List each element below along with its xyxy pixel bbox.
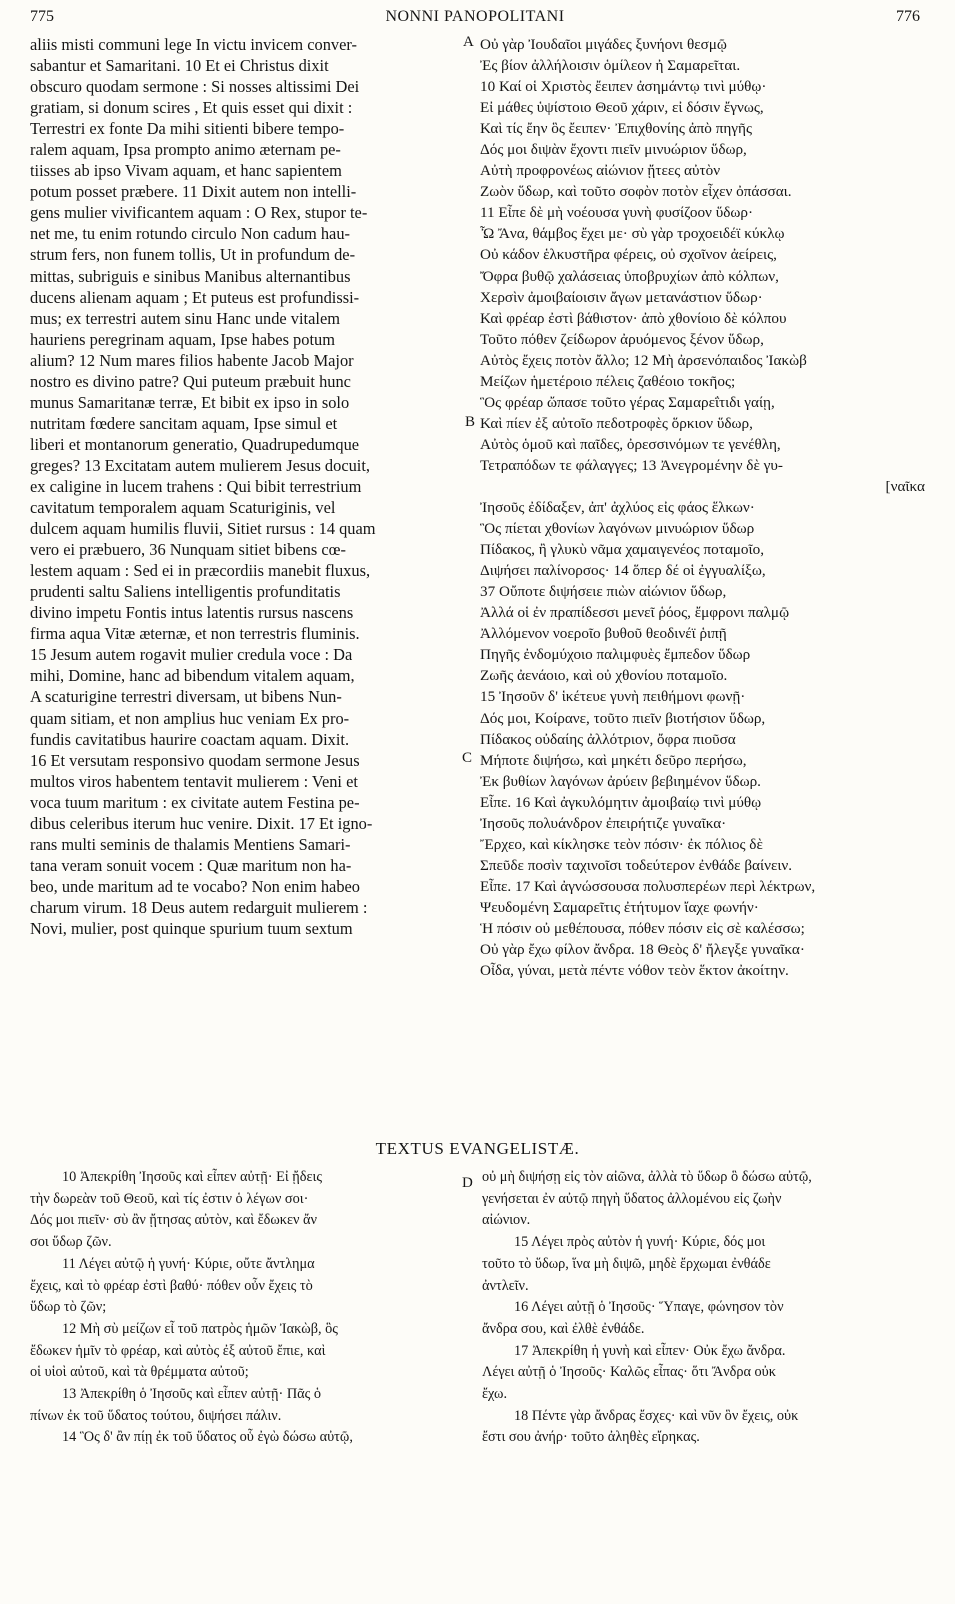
gospel-line: τὴν δωρεὰν τοῦ Θεοῦ, καὶ τίς ἐστιν ὁ λέγων σοι· [30, 1190, 309, 1207]
greek-line: Δός μοι, Κοίρανε, τοῦτο πιεῖν βιοτήσιον ὕδωρ, [480, 709, 766, 727]
latin-line: Terrestri ex fonte Da mihi sitienti bibere tempo- [30, 119, 345, 139]
gospel-line: 11 Λέγει αὐτῷ ἡ γυνή· Κύριε, οὔτε ἄντλημα [62, 1255, 315, 1272]
greek-line: Ζωῆς ἀενάοιο, καὶ οὐ χθονίου ποταμοῖο. [480, 667, 728, 685]
gospel-line: 12 Μὴ σὺ μείζων εἶ τοῦ πατρὸς ἡμῶν Ἰακὼβ, ὃς [62, 1320, 338, 1337]
latin-line: 16 Et versutam responsivo quodam sermone Jesus [30, 750, 360, 770]
gospel-line: 16 Λέγει αὐτῇ ὁ Ἰησοῦς· Ὕπαγε, φώνησον τὸν [514, 1299, 784, 1316]
greek-line: Πίδακος οὐδαίης ἀλλότριον, ὄφρα πιοῦσα [480, 730, 736, 748]
greek-line: [ναῖκα [885, 477, 925, 495]
gospel-line: ἔστι σου ἀνήρ· τοῦτο ἀληθὲς εἴρηκας. [482, 1429, 700, 1446]
latin-line: prudenti saltu Saliens intelligentis profunditatis [30, 582, 341, 602]
greek-line: Οὐ κάδον ἑλκυστῆρα φέρεις, οὐ σχοῖνον ἀείρεις, [480, 246, 777, 264]
latin-line: firma aqua Vitæ æternæ, et non terrestris fluminis. [30, 624, 360, 644]
latin-line: vero ei præbuero, 36 Nunquam sitiet bibens cœ- [30, 540, 346, 560]
gospel-line: 14 Ὃς δ' ἂν πίῃ ἐκ τοῦ ὕδατος οὗ ἐγὼ δώσω αὐτῷ, [62, 1429, 353, 1446]
latin-line: strum fers, non funem tollis, Ut in profundum de- [30, 245, 356, 265]
greek-line: Ἐς βίον ἀλλήλοισιν ὁμίλεον ἠ Σαμαρεῖται. [480, 57, 741, 75]
gospel-line: 13 Ἀπεκρίθη ὁ Ἰησοῦς καὶ εἶπεν αὐτῇ· Πᾶς ὁ [62, 1386, 322, 1403]
greek-line: 15 Ἰησοῦν δ' ἱκέτευε γυνὴ πειθήμονι φωνῇ· [480, 688, 746, 706]
gospel-line: Λέγει αὐτῇ ὁ Ἰησοῦς· Καλῶς εἶπας· ὅτι Ἄνδρα οὐκ [482, 1364, 776, 1381]
gospel-line: ὕδωρ τὸ ζῶν; [30, 1299, 107, 1316]
latin-line: alium? 12 Num mares filios habente Jacob Major [30, 350, 354, 370]
page-number-right: 776 [896, 8, 920, 25]
gospel-line: οὐ μὴ διψήσῃ εἰς τὸν αἰῶνα, ἀλλὰ τὸ ὕδωρ ὃ δώσω αὐτῷ, [482, 1169, 812, 1185]
greek-line: Ἡ πόσιν οὐ μεθέπουσα, πόθεν πόσιν εἰς σὲ καλέσσω; [480, 919, 805, 937]
greek-line: Χερσὶν ἀμοιβαίοισιν ἄγων μετανάστιον ὕδωρ· [480, 288, 763, 306]
latin-line: ralem aquam, Ipsa prompto animo æternam pe- [30, 140, 341, 160]
latin-line: liberi et montanorum generatio, Quadrupedumque [30, 434, 360, 454]
greek-line: Σπεῦδε ποσὶν ταχινοῖσι τοδεύτερον ἐνθάδε βαίνειν. [480, 856, 793, 874]
latin-line: mihi, Domine, hanc ad bibendum vitalem aquam, [30, 666, 355, 686]
latin-line: net me, tu enim rotundo circulo Non cadum hau- [30, 224, 350, 244]
latin-line: divino impetu Fontis intus latentis rursus nascens [30, 603, 354, 623]
latin-line: nostro es divino patre? Qui puteum præbuit hunc [30, 371, 351, 391]
margin-letter-c: C [462, 750, 473, 766]
latin-line: nutritam fœdere sancitam aquam, Ipse simul et [30, 413, 338, 433]
greek-line: 10 Καί οἱ Χριστὸς ἔειπεν ἀσημάντῳ τινὶ μύθῳ· [480, 78, 767, 96]
margin-letter-d: D [462, 1175, 473, 1191]
gospel-line: ἄνδρα σου, καὶ ἐλθὲ ἐνθάδε. [482, 1320, 645, 1337]
greek-line: Οὐ γὰρ ἔχω φίλον ἄνδρα. 18 Θεὸς δ' ἤλεγξε γυναῖκα· [480, 941, 805, 959]
latin-line: 15 Jesum autem rogavit mulier credula voce : Da [30, 645, 353, 665]
greek-line: Αὐτὸς ἔχεις ποτὸν ἄλλο; 12 Μὴ ἀρσενόπαιδος Ἰακὼβ [480, 351, 807, 369]
greek-line: Ὃς φρέαρ ὤπασε τοῦτο γέρας Σαμαρεΐτιδι γαίῃ, [480, 393, 775, 411]
gospel-line: σοι ὕδωρ ζῶν. [30, 1234, 112, 1251]
latin-line: munus Samaritanæ terræ, Et bibit ex ipso in solo [30, 392, 350, 412]
gospel-line: ἔχω. [482, 1386, 508, 1403]
greek-line: Ἔρχεο, καὶ κίκλησκε τεὸν πόσιν· ἐκ πόλιος δὲ [480, 835, 763, 853]
latin-line: obscuro quodam sermone : Si nosses altissimi Dei [30, 77, 360, 97]
greek-line: Αὐτὸς ὁμοῦ καὶ παῖδες, ὀρεσσινόμων τε γενέθλη, [480, 435, 781, 453]
greek-line: Ὄφρα βυθῷ χαλάσειας ὑποβρυχίων ἀπὸ κόλπων, [480, 267, 779, 285]
latin-line: A scaturigine terrestri diversam, ut bibens Nun- [30, 687, 342, 707]
latin-line: mittas, subriguis e sinibus Manibus alternantibus [30, 266, 351, 286]
greek-line: Οἶδα, γύναι, μετὰ πέντε νόθον τεὸν ἕκτον ἀκοίτην. [480, 962, 789, 980]
greek-line: Καὶ πίεν ἐξ αὐτοῖο πεδοτροφὲς ὅρκιον ὕδωρ, [480, 414, 753, 432]
gospel-line: 17 Ἀπεκρίθη ἡ γυνὴ καὶ εἶπεν· Οὐκ ἔχω ἄνδρα. [514, 1342, 786, 1359]
latin-line: gens mulier vivificantem aquam : O Rex, stupor te- [30, 203, 368, 223]
gospel-line: 10 Ἀπεκρίθη Ἰησοῦς καὶ εἶπεν αὐτῇ· Εἰ ᾔδεις [62, 1169, 322, 1185]
latin-line: beo, unde maritum ad te vocabo? Non enim habeo [30, 876, 360, 896]
gospel-line: ἔδωκεν ἡμῖν τὸ φρέαρ, καὶ αὐτὸς ἐξ αὐτοῦ ἔπιε, καὶ [30, 1342, 326, 1359]
gospel-line: τοῦτο τὸ ὕδωρ, ἵνα μὴ διψῶ, μηδὲ ἔρχωμαι ἐνθάδε [482, 1255, 771, 1272]
greek-line: 37 Οὔποτε διψήσειε πιὼν αἰώνιον ὕδωρ, [480, 583, 727, 601]
greek-line: Τοῦτο πόθεν ζείδωρον ἀρυόμενος ξένον ὕδωρ, [480, 330, 764, 348]
latin-line: charum virum. 18 Deus autem redarguit mulierem : [30, 897, 368, 917]
greek-line: Ζωὸν ὕδωρ, καὶ τοῦτο σοφὸν ποτὸν εἶχεν ὀπάσσαι. [480, 183, 792, 201]
greek-line: Μείζων ἡμετέροιο πέλεις ζαθέοιο τοκῆος; [480, 372, 736, 390]
greek-line: Τετραπόδων τε φάλαγγες; 13 Ἀνεγρομένην δὲ γυ- [480, 456, 783, 474]
gospel-line: ἀντλεῖν. [482, 1277, 529, 1294]
greek-line: Ὦ Ἄνα, θάμβος ἔχει με· σὺ γὰρ τροχοειδέϊ κύκλῳ [480, 225, 785, 243]
greek-line: Ἰησοῦς πολυάνδρον ἐπειρήτιζε γυναῖκα· [480, 814, 727, 832]
gospel-line: οἱ υἱοὶ αὐτοῦ, καὶ τὰ θρέμματα αὐτοῦ; [30, 1364, 249, 1381]
greek-line: Πίδακος, ἢ γλυκὺ νᾶμα χαμαιγενέος ποταμοῖο, [480, 541, 765, 559]
latin-line: tiisses ab ipso Vivam aquam, et hanc sapientem [30, 161, 342, 181]
running-title: NONNI PANOPOLITANI [385, 8, 565, 25]
page-number-left: 775 [30, 8, 54, 25]
latin-line: multos viros habentem tentavit mulierem : Veni et [30, 771, 358, 791]
greek-line: Ἀλλόμενον νοεροῖο βυθοῦ θεοδινέϊ ῥιπῇ [480, 625, 727, 643]
textus-evangelistae-heading: TEXTUS EVANGELISTÆ. [375, 1139, 580, 1158]
latin-line: greges? 13 Excitatam autem mulierem Jesus docuit, [30, 455, 371, 475]
gospel-line: 15 Λέγει πρὸς αὐτὸν ἡ γυνή· Κύριε, δός μοι [514, 1234, 766, 1251]
greek-poem-column [480, 34, 925, 981]
latin-line: lestem aquam : Sed ei in præcordiis manebit fluxus, [30, 561, 371, 581]
greek-line: Μήποτε διψήσω, καὶ μηκέτι δεῦρο περήσω, [480, 751, 747, 769]
margin-letter-b: B [465, 414, 476, 430]
greek-line: Καὶ τίς ἔην ὃς ἔειπεν· Ἐπιχθονίης ἀπὸ πηγῆς [480, 120, 752, 138]
greek-line: Πηγῆς ἐνδομύχοιο παλιμφυὲς ἔμπεδον ὕδωρ [480, 646, 751, 664]
latin-line: fundis cavitatibus haurire coactam aquam. Dixit. [30, 729, 350, 749]
latin-line: ducens alienam aquam ; Et puteus est profundissi- [30, 287, 360, 307]
latin-line: cavitatum temporalem aquam Scaturiginis, vel [30, 498, 336, 518]
greek-line: Εἰ μάθες ὑψίστοιο Θεοῦ χάριν, εἰ δόσιν ἔγνως, [480, 99, 764, 117]
margin-letter-a: A [463, 34, 474, 50]
latin-line: quam sitiam, et non amplius huc veniam Ex pro- [30, 708, 350, 728]
latin-line: ex caligine in lucem trahens : Qui bibit terrestrium [30, 476, 362, 496]
gospel-text-right-column [482, 1167, 925, 1449]
greek-line: Ἰησοῦς ἐδίδαξεν, ἀπ' ἀχλύος εἰς φάος ἕλκων· [480, 499, 755, 517]
latin-line: rans multi seminis de thalamis Mentiens Samari- [30, 834, 351, 854]
latin-line: dibus celeribus iterum huc venire. Dixit. 17 Et igno- [30, 813, 373, 833]
latin-line: gratiam, si donum scires , Et quis esset qui dixit : [30, 98, 353, 118]
greek-line: Καὶ φρέαρ ἐστὶ βάθιστον· ἀπὸ χθονίοιο δὲ κόλπου [480, 309, 787, 327]
latin-line: hauriens peregrinam aquam, Ipse habes potum [30, 329, 335, 349]
gospel-line: 18 Πέντε γὰρ ἄνδρας ἔσχες· καὶ νῦν ὃν ἔχεις, οὐκ [514, 1407, 799, 1424]
greek-line: Οὐ γὰρ Ἰουδαῖοι μιγάδες ξυνήονι θεσμῷ [480, 36, 727, 53]
greek-line: 11 Εἶπε δὲ μὴ νοέουσα γυνὴ φυσίζοον ὕδωρ· [480, 204, 754, 222]
latin-line: voca tuum maritum : ex civitate autem Festina pe- [30, 792, 360, 812]
greek-line: Ἐκ βυθίων λαγόνων ἀρύειν βεβιημένον ὕδωρ. [480, 772, 761, 790]
latin-line: potum posset præbere. 11 Dixit autem non intelli- [30, 182, 357, 202]
latin-line: tana veram sonuit vocem : Quæ maritum non ha- [30, 855, 352, 875]
greek-line: Εἶπε. 17 Καὶ ἀγνώσσουσα πολυσπερέων περὶ λέκτρων, [480, 877, 816, 895]
greek-line: Δός μοι διψὰν ἔχοντι πιεῖν μινυώριον ὕδωρ, [480, 141, 747, 159]
greek-line: Ἀλλά οἱ ἐν πραπίδεσσι μενεῖ ῥόος, ἔμφρονι παλμῷ [480, 604, 790, 622]
greek-line: Ψευδομένη Σαμαρεῖτις ἐτήτυμον ἴαχε φωνήν· [480, 898, 759, 916]
greek-line: Ὃς πίεται χθονίων λαγόνων μινυώριον ὕδωρ [480, 520, 755, 538]
gospel-line: ἔχεις, καὶ τὸ φρέαρ ἐστὶ βαθύ· πόθεν οὖν ἔχεις τὸ [30, 1277, 313, 1294]
gospel-line: αἰώνιον. [482, 1212, 531, 1229]
latin-line: dulcem aquam humilis fluvii, Sitiet rursus : 14 quam [30, 519, 376, 539]
greek-line: Εἶπε. 16 Καὶ ἀγκυλόμητιν ἀμοιβαίῳ τινὶ μύθῳ [480, 793, 762, 811]
latin-line: mus; ex terrestri autem sinu Hanc unde vitalem [30, 308, 340, 328]
page-header [30, 8, 920, 34]
greek-line: Αὐτὴ προφρονέως αἰώνιον ᾔτεες αὐτὸν [480, 162, 721, 180]
gospel-line: Δός μοι πιεῖν· σὺ ἂν ᾔτησας αὐτὸν, καὶ ἔδωκεν ἄν [30, 1212, 317, 1229]
greek-line: Διψήσει παλίνορσος· 14 ὅπερ δέ οἱ ἐγγυαλίξω, [480, 562, 766, 580]
latin-translation-column [30, 34, 462, 939]
latin-line: aliis misti communi lege In victu invicem conver- [30, 35, 357, 54]
gospel-line: γενήσεται ἐν αὐτῷ πηγὴ ὕδατος ἀλλομένου εἰς ζωὴν [482, 1190, 782, 1207]
gospel-line: πίνων ἐκ τοῦ ὕδατος τούτου, διψήσει πάλιν. [30, 1407, 282, 1424]
latin-line: Novi, mulier, post quinque spurium tuum sextum [30, 918, 353, 938]
latin-line: sabantur et Samaritani. 10 Et ei Christus dixit [30, 56, 329, 76]
gospel-text-left-column [30, 1167, 470, 1449]
